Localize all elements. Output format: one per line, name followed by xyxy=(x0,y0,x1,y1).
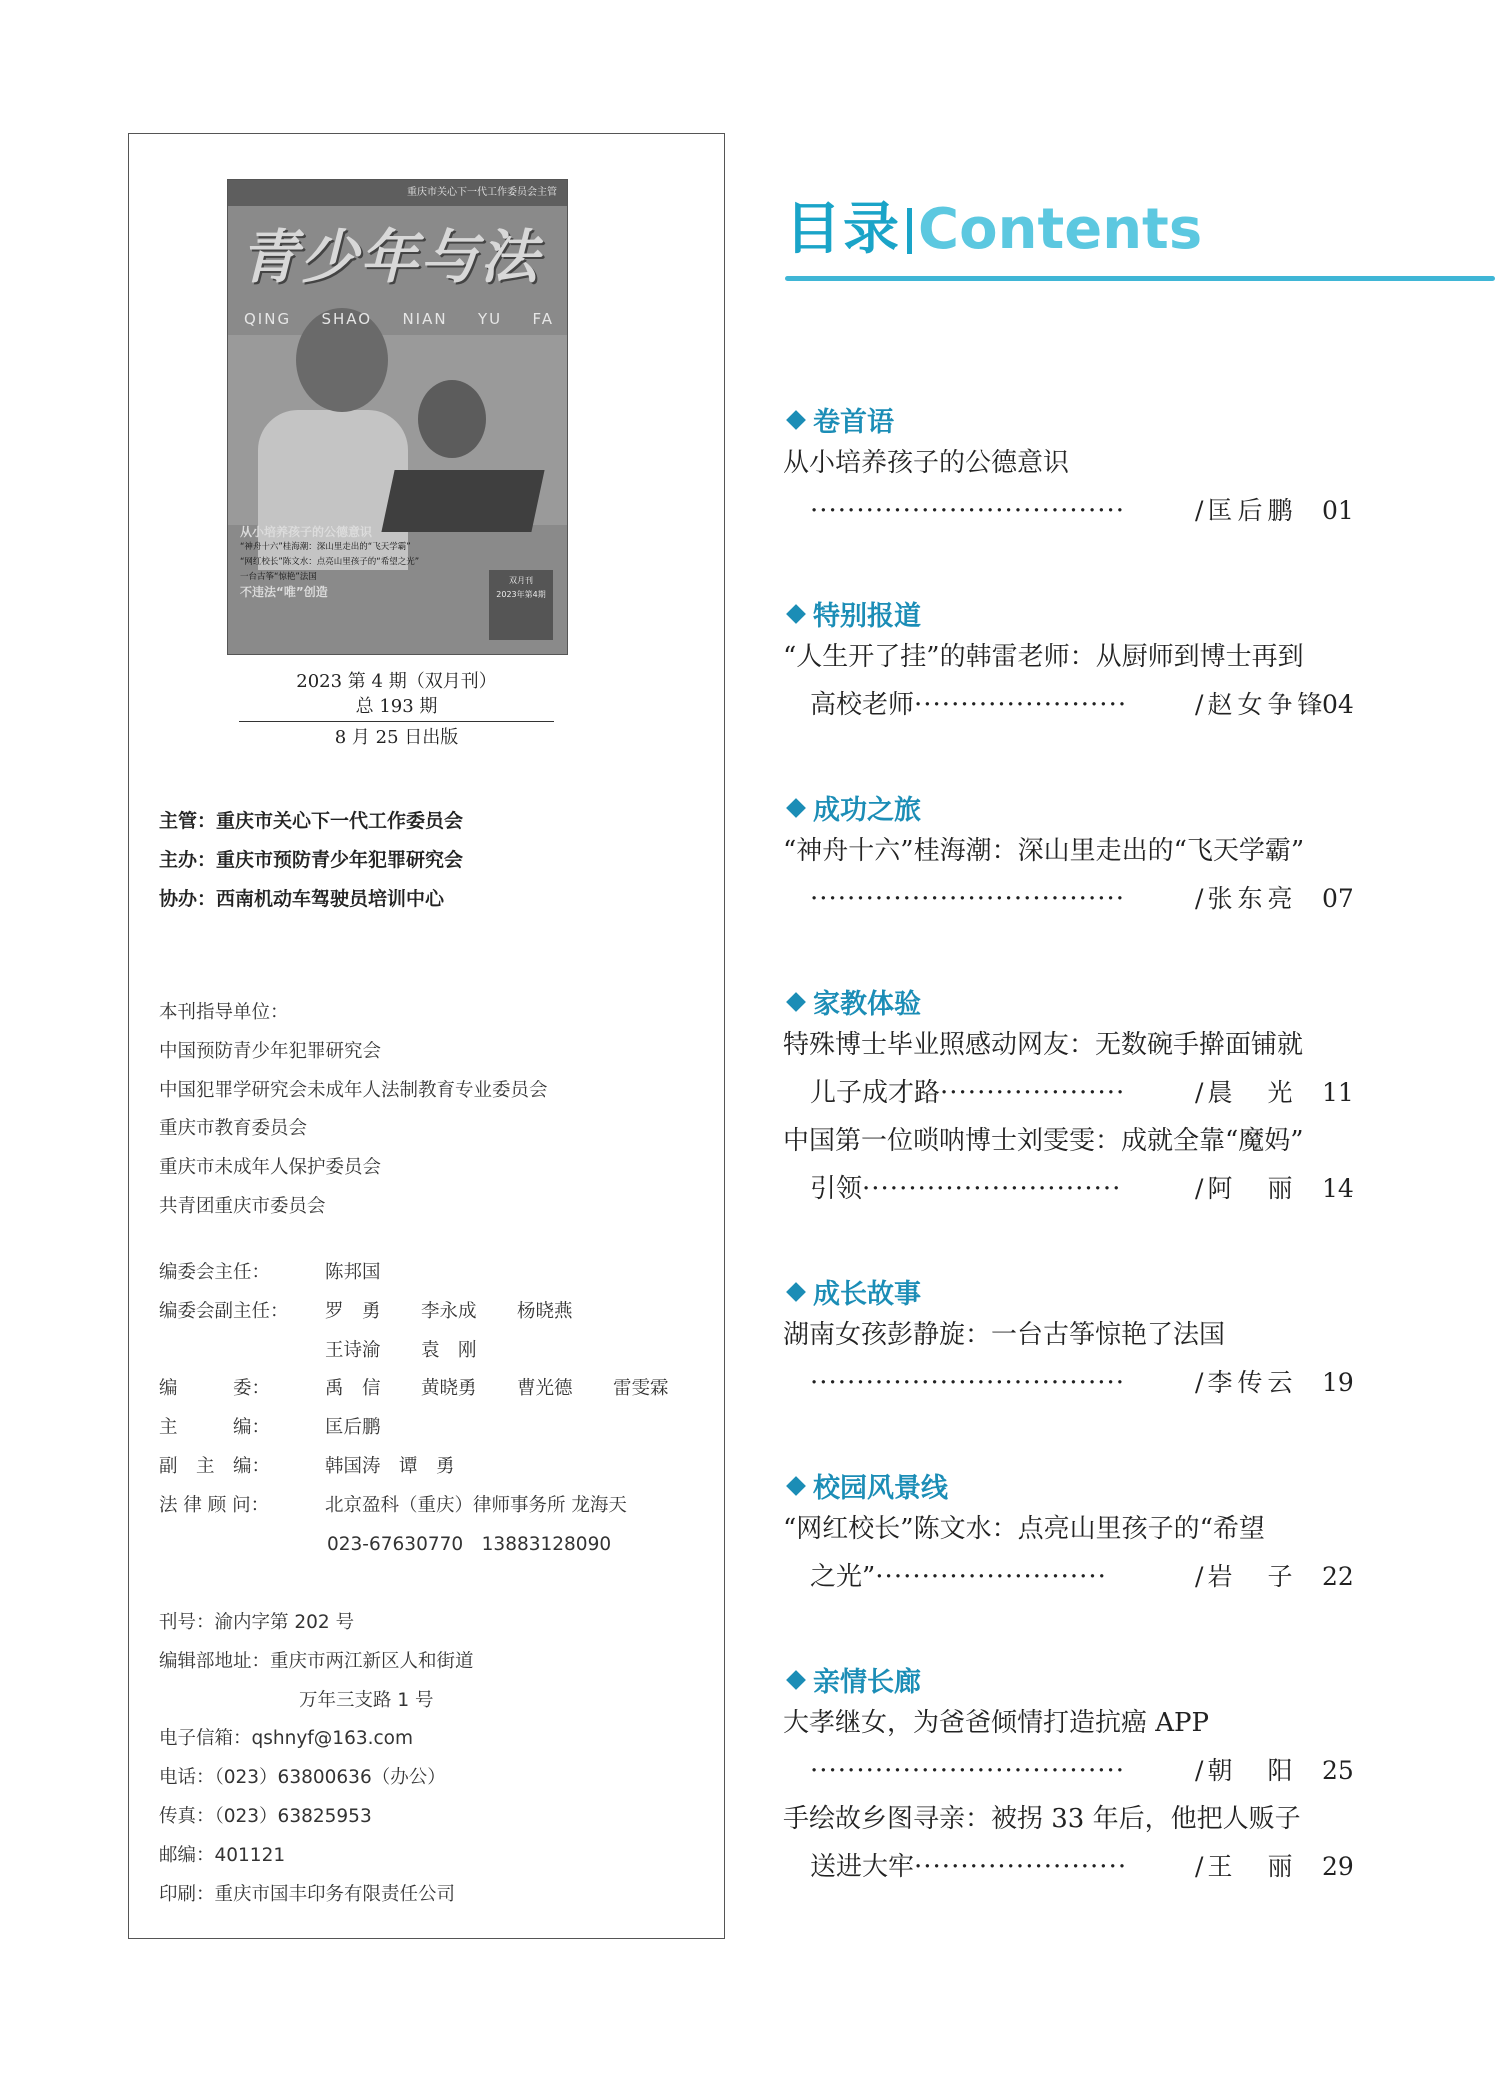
article-title: “神舟十六”桂海潮：深山里走出的“飞天学霸” xyxy=(783,836,1305,866)
page-number: 29 xyxy=(1322,1852,1354,1881)
author-name: 李传云 xyxy=(1207,1368,1298,1397)
toc-underline xyxy=(785,276,1495,281)
leader-dots: ······················· xyxy=(914,1852,1128,1882)
article-title-cont xyxy=(810,688,1127,722)
diamond-bullet-icon xyxy=(786,798,806,818)
author-name: 王 丽 xyxy=(1207,1852,1298,1881)
printer: 印刷：重庆市国丰印务有限责任公司 xyxy=(159,1883,456,1905)
leader-dots: ···························· xyxy=(862,1174,1122,1204)
author-slash: / xyxy=(1195,1174,1204,1203)
diamond-bullet-icon xyxy=(786,1670,806,1690)
cover-figure-boy xyxy=(418,380,486,458)
board-name: 李永成 xyxy=(421,1300,477,1322)
article-title-cont xyxy=(810,1076,1125,1110)
leader-dots: ·································· xyxy=(810,884,1125,914)
author-slash: / xyxy=(1195,1078,1204,1107)
section-name: 成功之旅 xyxy=(813,795,921,826)
page-number: 14 xyxy=(1322,1174,1354,1203)
page-number: 25 xyxy=(1322,1756,1354,1785)
article-title-tail: 儿子成才路 xyxy=(810,1078,941,1108)
postcode: 邮编：401121 xyxy=(159,1844,286,1866)
board-name: 王诗渝 xyxy=(325,1339,381,1361)
toc-section-heading xyxy=(785,400,894,439)
board-value: 023-67630770 13883128090 xyxy=(327,1533,612,1555)
magazine-cover-image xyxy=(227,179,568,655)
toc-section-heading xyxy=(785,594,921,633)
section-name: 家教体验 xyxy=(813,989,921,1020)
section-name: 亲情长廊 xyxy=(813,1667,921,1698)
toc-section-heading xyxy=(785,1272,921,1311)
diamond-bullet-icon xyxy=(786,410,806,430)
article-title-tail: 引领 xyxy=(810,1174,863,1204)
diamond-bullet-icon xyxy=(786,1282,806,1302)
author-name: 阿 丽 xyxy=(1207,1174,1298,1203)
author-slash: / xyxy=(1195,690,1204,719)
article-title: 特殊博士毕业照感动网友：无数碗手擀面铺就 xyxy=(783,1030,1304,1060)
article-title-cont xyxy=(810,1560,1107,1594)
board-label: 编委会副主任： xyxy=(159,1300,289,1322)
article-author xyxy=(1195,1754,1297,1788)
article-title: 湖南女孩彭静旋：一台古筝惊艳了法国 xyxy=(783,1320,1226,1350)
toc-title xyxy=(785,195,1202,265)
article-author xyxy=(1195,1172,1297,1206)
email: 电子信箱：qshnyf@163.com xyxy=(159,1728,413,1750)
address-line2: 万年三支路 1 号 xyxy=(299,1689,434,1711)
author-slash: / xyxy=(1195,1756,1204,1785)
leader-dots: ···················· xyxy=(940,1078,1126,1108)
page-number: 19 xyxy=(1322,1368,1354,1397)
article-author xyxy=(1195,1850,1297,1884)
diamond-bullet-icon xyxy=(786,1476,806,1496)
cover-headline: 从小培养孩子的公德意识 xyxy=(240,525,373,539)
board-label: 副 主 编： xyxy=(159,1455,271,1477)
title-separator xyxy=(907,208,912,254)
board-name: 罗 勇 xyxy=(325,1300,381,1322)
fax: 传真：（023）63825953 xyxy=(159,1805,372,1827)
cover-headlines xyxy=(240,525,490,600)
cover-book xyxy=(381,470,544,532)
board-label: 法 律 顾 问： xyxy=(159,1494,270,1516)
cover-issue-badge xyxy=(489,570,553,640)
article-title: “人生开了挂”的韩雷老师：从厨师到博士再到 xyxy=(783,642,1304,672)
article-author xyxy=(1195,882,1297,916)
registration-number: 刊号：渝内字第 202 号 xyxy=(159,1612,355,1633)
supervisor: 主管：重庆市关心下一代工作委员会 xyxy=(159,810,464,832)
board-label: 主 编： xyxy=(159,1417,271,1439)
leader-dots: ·································· xyxy=(810,1368,1125,1398)
author-slash: / xyxy=(1195,1562,1204,1591)
board-name: 雷雯霖 xyxy=(613,1378,669,1400)
board-value xyxy=(325,1370,709,1409)
guidance-unit: 重庆市未成年人保护委员会 xyxy=(159,1157,382,1179)
divider xyxy=(239,721,554,722)
section-name: 成长故事 xyxy=(813,1279,921,1310)
cover-line: “网红校长”陈文水：点亮山里孩子的“希望之光” xyxy=(240,557,420,567)
page-number: 11 xyxy=(1322,1078,1354,1107)
board-value xyxy=(325,1332,517,1371)
author-name: 朝 阳 xyxy=(1207,1756,1298,1785)
guidance-unit: 中国犯罪学研究会未成年人法制教育专业委员会 xyxy=(159,1079,548,1101)
section-name: 特别报道 xyxy=(813,601,921,632)
leader-dots: ······················· xyxy=(914,690,1128,720)
page-number: 07 xyxy=(1322,884,1354,913)
board-value: 陈邦国 xyxy=(325,1262,381,1283)
article-title-cont xyxy=(810,1172,1121,1206)
board-name: 曹光德 xyxy=(517,1378,573,1400)
section-name: 卷首语 xyxy=(813,407,894,438)
issue-total: 总 193 期 xyxy=(355,696,438,717)
page-number: 22 xyxy=(1322,1562,1354,1591)
issue-number: 2023 第 4 期（双月刊） xyxy=(296,671,497,692)
leader-dots: ·································· xyxy=(810,1756,1125,1786)
cover-pinyin xyxy=(244,310,554,328)
issue-date: 8 月 25 日出版 xyxy=(334,727,459,748)
board-name: 禹 信 xyxy=(325,1378,381,1400)
leader-dots: ························· xyxy=(875,1562,1107,1592)
toc-section-heading xyxy=(785,788,921,827)
badge-text: 2023年第4期 xyxy=(496,590,546,599)
address: 编辑部地址：重庆市两江新区人和街道 xyxy=(159,1650,474,1672)
author-name: 赵女争锋 xyxy=(1207,690,1328,719)
article-title: “网红校长”陈文水：点亮山里孩子的“希望 xyxy=(783,1514,1265,1544)
article-title: 大孝继女，为爸爸倾情打造抗癌 APP xyxy=(783,1708,1210,1738)
board-label: 编 委： xyxy=(159,1378,271,1400)
toc-section-heading xyxy=(785,1466,948,1505)
board-name: 黄晓勇 xyxy=(421,1378,477,1400)
article-title-tail: 高校老师 xyxy=(810,690,915,720)
pinyin-word: NIAN xyxy=(402,310,448,328)
diamond-bullet-icon xyxy=(786,604,806,624)
cover-line: “神舟十六”桂海潮：深山里走出的“飞天学霸” xyxy=(240,542,411,552)
masthead-panel xyxy=(128,133,725,1939)
author-slash: / xyxy=(1195,1852,1204,1881)
page-number: 01 xyxy=(1322,496,1354,525)
toc-title-cn: 目录 xyxy=(785,197,901,262)
diamond-bullet-icon xyxy=(786,992,806,1012)
pinyin-word: SHAO xyxy=(321,310,373,328)
board-value xyxy=(325,1293,613,1332)
board-name: 杨晓燕 xyxy=(517,1300,573,1322)
publisher-info xyxy=(159,802,463,919)
article-title: 手绘故乡图寻亲：被拐 33 年后，他把人贩子 xyxy=(783,1804,1301,1834)
article-author xyxy=(1195,1076,1297,1110)
cover-masthead: 青少年与法 xyxy=(240,223,541,291)
guidance-unit: 共青团重庆市委员会 xyxy=(159,1195,326,1217)
guidance-units xyxy=(159,994,548,1227)
board-value: 匡后鹏 xyxy=(325,1417,381,1439)
guidance-title: 本刊指导单位： xyxy=(159,1002,289,1023)
author-slash: / xyxy=(1195,884,1204,913)
board-name: 袁 刚 xyxy=(421,1339,477,1361)
article-title-cont xyxy=(810,1850,1127,1884)
page-number: 04 xyxy=(1322,690,1354,719)
author-slash: / xyxy=(1195,496,1204,525)
article-title-tail: 之光” xyxy=(810,1562,876,1592)
section-name: 校园风景线 xyxy=(813,1473,948,1504)
toc-section-heading xyxy=(785,1660,921,1699)
badge-text: 双月刊 xyxy=(509,576,533,585)
pinyin-word: QING xyxy=(244,310,292,328)
guidance-unit: 重庆市教育委员会 xyxy=(159,1118,308,1140)
author-name: 张东亮 xyxy=(1207,884,1298,913)
issue-info xyxy=(239,669,554,750)
article-title: 中国第一位唢呐博士刘雯雯：成就全靠“魔妈” xyxy=(783,1126,1304,1156)
author-name: 岩 子 xyxy=(1207,1562,1298,1591)
board-value: 北京盈科（重庆）律师事务所 龙海天 xyxy=(325,1494,627,1516)
toc-section-heading xyxy=(785,982,921,1021)
contact-info xyxy=(159,1604,474,1914)
cover-line: 不违法“唯”创造 xyxy=(240,585,328,599)
board-value: 韩国涛 谭 勇 xyxy=(325,1455,455,1477)
co-organizer: 协办：西南机动车驾驶员培训中心 xyxy=(159,888,445,910)
guidance-unit: 中国预防青少年犯罪研究会 xyxy=(159,1040,382,1062)
phone: 电话：（023）63800636（办公） xyxy=(159,1767,446,1789)
board-label: 编委会主任： xyxy=(159,1262,271,1283)
article-title: 从小培养孩子的公德意识 xyxy=(783,448,1070,478)
article-title-tail: 送进大牢 xyxy=(810,1852,915,1882)
pinyin-word: YU xyxy=(477,310,503,328)
article-author xyxy=(1195,688,1327,722)
author-name: 晨 光 xyxy=(1207,1078,1298,1107)
pinyin-word: FA xyxy=(532,310,554,328)
leader-dots: ·································· xyxy=(810,496,1125,526)
cover-top-strip: 重庆市关心下一代工作委员会主管 xyxy=(228,180,567,206)
cover-line: 一台古筝“惊艳”法国 xyxy=(240,572,317,582)
article-author xyxy=(1195,1560,1297,1594)
author-slash: / xyxy=(1195,1368,1204,1397)
toc-title-en: Contents xyxy=(918,197,1203,262)
author-name: 匡后鹏 xyxy=(1207,496,1298,525)
article-author xyxy=(1195,1366,1297,1400)
article-author xyxy=(1195,494,1297,528)
sponsor: 主办：重庆市预防青少年犯罪研究会 xyxy=(159,849,464,871)
